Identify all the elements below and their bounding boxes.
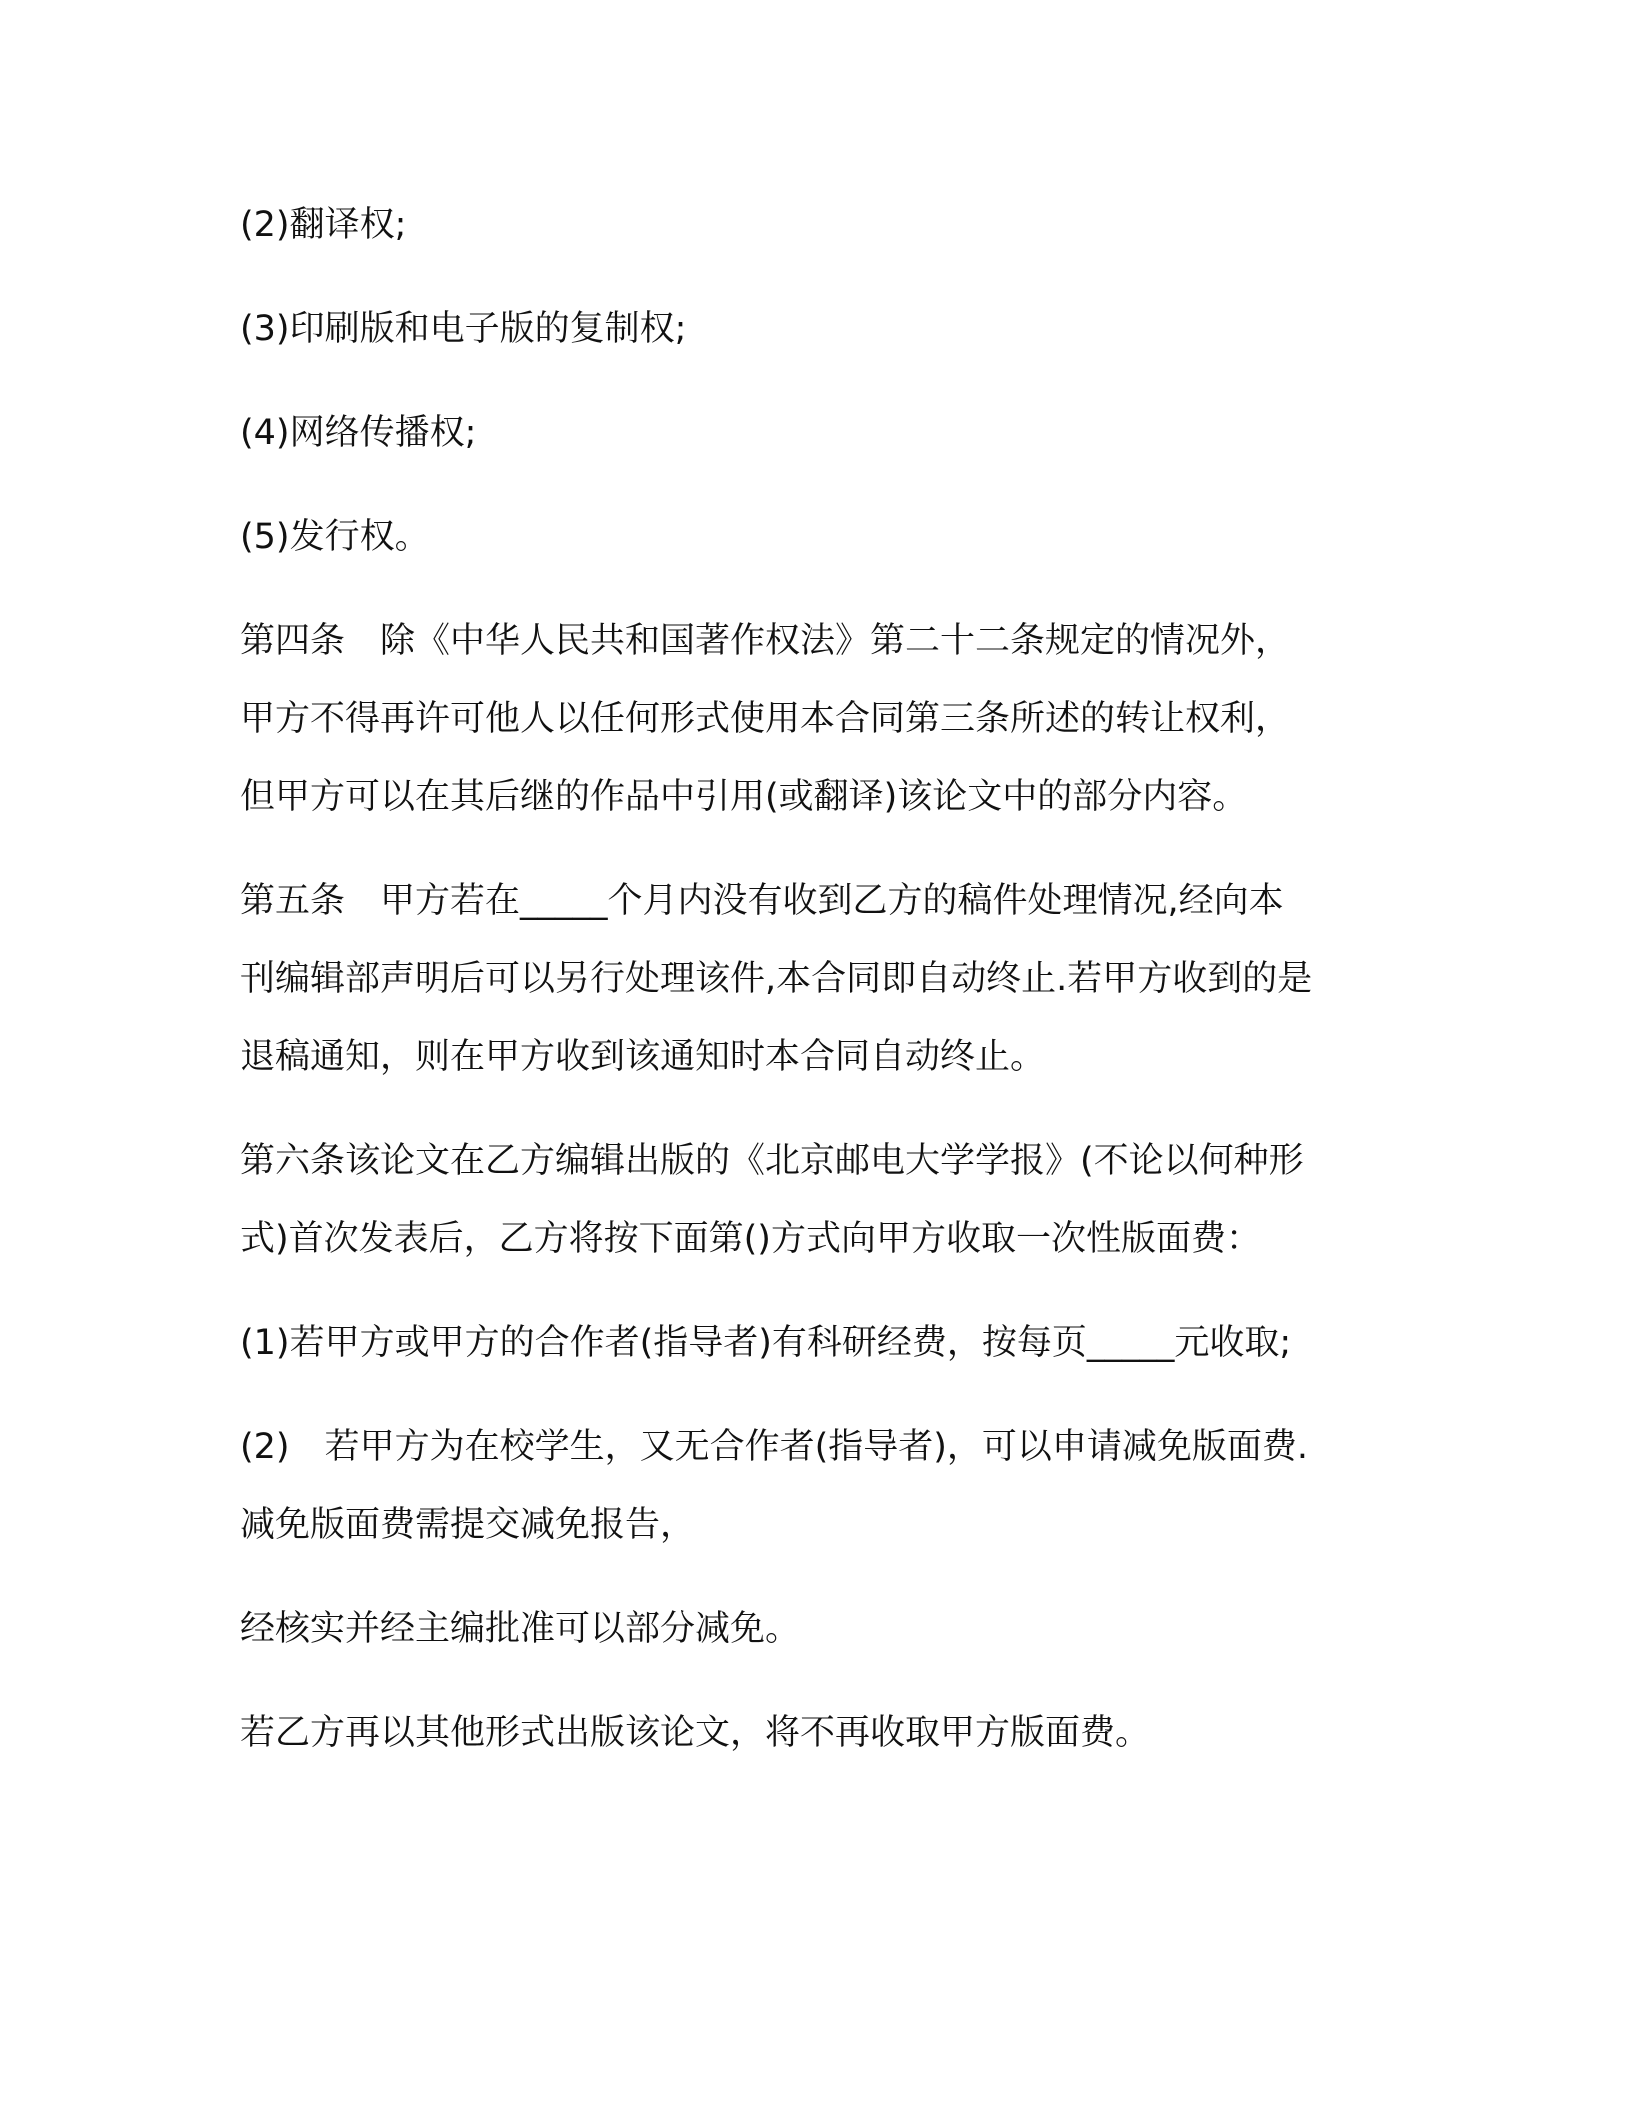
article-4-line: 甲方不得再许可他人以任何形式使用本合同第三条所述的转让权利，: [240, 699, 1291, 739]
paragraph-gap: [240, 836, 1390, 862]
final-line: 若乙方再以其他形式出版该论文，将不再收取甲方版面费。: [240, 1713, 1151, 1753]
list-item-translation-right: (2)翻译权;: [240, 205, 407, 245]
article-5-line: 第五条 甲方若在_____个月内没有收到乙方的稿件处理情况,经向本: [240, 881, 1284, 921]
list-item-network-right: (4)网络传播权;: [240, 413, 477, 453]
article-4-line: 第四条 除《中华人民共和国著作权法》第二十二条规定的情况外，: [240, 621, 1291, 661]
list-item-distribution-right: (5)发行权。: [240, 517, 430, 557]
fee-item-2: [240, 1408, 1390, 1564]
paragraph-gap: [240, 1564, 1390, 1590]
article-6-line: 第六条该论文在乙方编辑出版的《北京邮电大学学报》(不论以何种形: [240, 1141, 1304, 1181]
article-5-line: 刊编辑部声明后可以另行处理该件,本合同即自动终止.若甲方收到的是: [240, 959, 1313, 999]
fee-item-2-line: (2) 若甲方为在校学生，又无合作者(指导者)，可以申请减免版面费.: [240, 1427, 1309, 1467]
fee-item-2-line: 减免版面费需提交减免报告，: [240, 1505, 696, 1545]
paragraph-gap: [240, 1668, 1390, 1694]
paragraph-gap: [240, 1382, 1390, 1408]
article-5-line: 退稿通知，则在甲方收到该通知时本合同自动终止。: [240, 1037, 1046, 1077]
paragraph-gap: [240, 1278, 1390, 1304]
article-5: [240, 862, 1390, 1096]
paragraph-gap: [240, 1096, 1390, 1122]
article-4-line: 但甲方可以在其后继的作品中引用(或翻译)该论文中的部分内容。: [240, 777, 1248, 817]
fee-item-1: (1)若甲方或甲方的合作者(指导者)有科研经费，按每页_____元收取;: [240, 1323, 1292, 1363]
document-body: [240, 186, 1390, 1772]
approval-line: 经核实并经主编批准可以部分减免。: [240, 1609, 801, 1649]
article-4: [240, 602, 1390, 836]
article-6-line: 式)首次发表后，乙方将按下面第()方式向甲方收取一次性版面费：: [240, 1219, 1261, 1259]
list-item-reproduction-right: (3)印刷版和电子版的复制权;: [240, 309, 687, 349]
article-6: [240, 1122, 1390, 1278]
